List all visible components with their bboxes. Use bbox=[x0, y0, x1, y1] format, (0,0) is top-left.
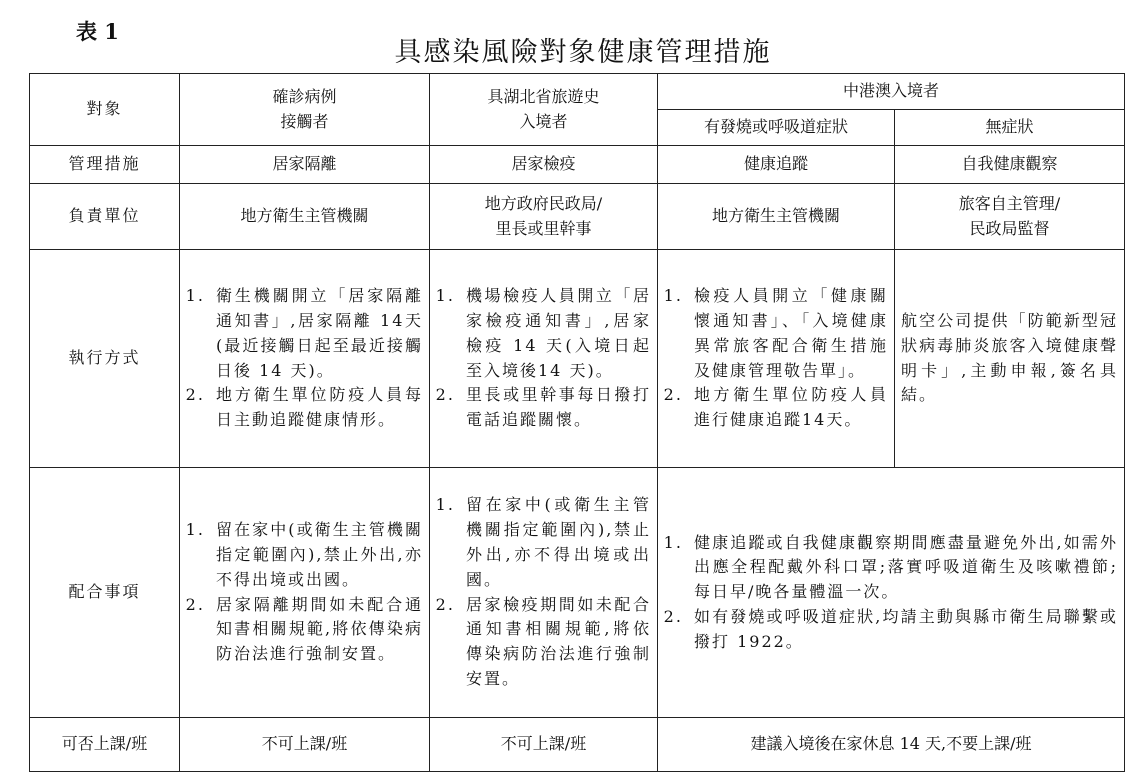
header-hubei-travelers bbox=[430, 74, 658, 146]
header-confirmed-contacts-line2: 接觸者 bbox=[280, 111, 329, 131]
execution-c2 bbox=[430, 250, 658, 468]
row-execution bbox=[30, 250, 1125, 468]
list-item: 1. 留在家中(或衛生主管機關指定範圍內),禁止外出,亦不得出境或出國。 bbox=[462, 493, 651, 592]
unit-c1: 地方衛生主管機關 bbox=[180, 184, 430, 250]
execution-c4-text: 航空公司提供「防範新型冠狀病毒肺炎旅客入境健康聲明卡」,主動申報,簽名具結。 bbox=[901, 310, 1119, 405]
unit-c4-line1: 旅客自主管理/ bbox=[958, 193, 1061, 213]
measures-label: 管理措施 bbox=[30, 146, 180, 184]
measures-self-observation: 自我健康觀察 bbox=[895, 146, 1125, 184]
document-title: 具感染風險對象健康管理措施 bbox=[394, 37, 772, 68]
list-item: 2. 如有發燒或呼吸道症狀,均請主動與縣市衛生局聯繫或撥打 1922。 bbox=[690, 605, 1118, 655]
list-item: 2. 地方衛生單位防疫人員每日主動追蹤健康情形。 bbox=[212, 383, 423, 433]
header-hubei-travelers-line1: 具湖北省旅遊史 bbox=[487, 86, 600, 106]
school-c34: 建議入境後在家休息 14 天,不要上課/班 bbox=[658, 718, 1125, 772]
cooperation-c1 bbox=[180, 468, 430, 718]
unit-label: 負責單位 bbox=[30, 184, 180, 250]
cooperation-c2 bbox=[430, 468, 658, 718]
list-item: 1. 機場檢疫人員開立「居家檢疫通知書」,居家檢疫 14 天(入境日起至入境後14 天)。 bbox=[462, 284, 651, 383]
execution-label: 執行方式 bbox=[30, 250, 180, 468]
list-item: 1. 衛生機關開立「居家隔離通知書」,居家隔離 14天(最近接觸日起至最近接觸日後 14 天)。 bbox=[212, 284, 423, 383]
unit-c4 bbox=[895, 184, 1125, 250]
list-item: 2. 居家檢疫期間如未配合通知書相關規範,將依傳染病防治法進行強制安置。 bbox=[462, 593, 651, 692]
list-item: 2. 居家隔離期間如未配合通知書相關規範,將依傳染病防治法進行強制安置。 bbox=[212, 593, 423, 667]
list-item: 1. 留在家中(或衛生主管機關指定範圍內),禁止外出,亦不得出境或出國。 bbox=[212, 518, 423, 592]
header-subject: 對象 bbox=[30, 74, 180, 146]
unit-c2-line2: 里長或里幹事 bbox=[495, 218, 592, 238]
measures-health-tracking: 健康追蹤 bbox=[658, 146, 895, 184]
execution-c3 bbox=[658, 250, 895, 468]
header-asymptomatic: 無症狀 bbox=[895, 110, 1125, 146]
header-china-hk-macau-group: 中港澳入境者 bbox=[658, 74, 1125, 110]
header-hubei-travelers-line2: 入境者 bbox=[519, 111, 568, 131]
cooperation-c34 bbox=[658, 468, 1125, 718]
row-attend-school-work bbox=[30, 718, 1125, 772]
unit-c2 bbox=[430, 184, 658, 250]
unit-c2-line1: 地方政府民政局/ bbox=[484, 193, 603, 213]
cooperation-label: 配合事項 bbox=[30, 468, 180, 718]
table-label: 表 1 bbox=[76, 19, 119, 44]
row-responsible-unit bbox=[30, 184, 1125, 250]
header-row-1 bbox=[30, 74, 1125, 110]
header-confirmed-contacts bbox=[180, 74, 430, 146]
school-c1: 不可上課/班 bbox=[180, 718, 430, 772]
row-cooperation bbox=[30, 468, 1125, 718]
execution-c1 bbox=[180, 250, 430, 468]
list-item: 1. 健康追蹤或自我健康觀察期間應盡量避免外出,如需外出應全程配戴外科口罩;落實呼吸道衛生及咳嗽禮節;每日早/晚各量體溫一次。 bbox=[690, 531, 1118, 605]
list-item: 2. 地方衛生單位防疫人員進行健康追蹤14天。 bbox=[690, 383, 888, 433]
row-measures bbox=[30, 146, 1125, 184]
school-label: 可否上課/班 bbox=[30, 718, 180, 772]
measures-home-isolation: 居家隔離 bbox=[180, 146, 430, 184]
school-c2: 不可上課/班 bbox=[430, 718, 658, 772]
measures-home-quarantine: 居家檢疫 bbox=[430, 146, 658, 184]
unit-c4-line2: 民政局監督 bbox=[969, 218, 1050, 238]
header-confirmed-contacts-line1: 確診病例 bbox=[272, 86, 337, 106]
list-item: 1. 檢疫人員開立「健康關懷通知書」、「入境健康異常旅客配合衛生措施及健康管理敬告單」。 bbox=[690, 284, 888, 383]
header-symptomatic: 有發燒或呼吸道症狀 bbox=[658, 110, 895, 146]
unit-c3: 地方衛生主管機關 bbox=[658, 184, 895, 250]
health-management-table bbox=[29, 73, 1125, 772]
list-item: 2. 里長或里幹事每日撥打電話追蹤關懷。 bbox=[462, 383, 651, 433]
execution-c4 bbox=[895, 250, 1125, 468]
